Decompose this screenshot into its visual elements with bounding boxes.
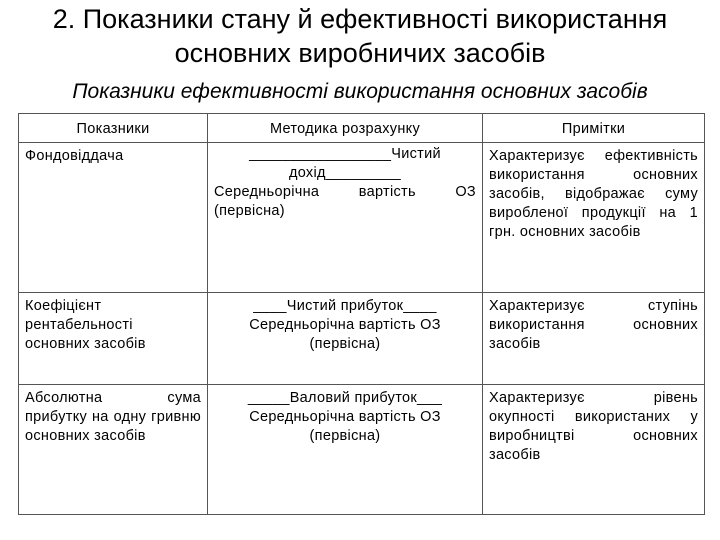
slide-title-line1: 2. Показники стану й ефективності використання bbox=[52, 4, 668, 34]
formula-cell bbox=[208, 385, 483, 515]
formula-denominator: Середньорічна вартість ОЗ (первісна) bbox=[249, 317, 441, 352]
indicator-cell: Фондовіддача bbox=[19, 143, 208, 293]
header-method: Методика розрахунку bbox=[208, 114, 483, 143]
slide-title-line2: основних виробничих засобів bbox=[174, 38, 546, 68]
note-cell: Характеризує рівень окупності використаних у виробництві основних засобів bbox=[483, 385, 705, 515]
formula-denominator: Середньорічна вартість ОЗ (первісна) bbox=[249, 409, 441, 444]
indicator-cell: Коефіцієнт рентабельності основних засобів bbox=[19, 293, 208, 385]
indicator-cell: Абсолютна сума прибутку на одну гривню основних засобів bbox=[19, 385, 208, 515]
formula-numerator: _________________Чистий дохід_________ bbox=[249, 146, 441, 181]
slide-title bbox=[0, 2, 720, 70]
header-indicators: Показники bbox=[19, 114, 208, 143]
table-row bbox=[19, 293, 705, 385]
formula-numerator: _____Валовий прибуток___ bbox=[247, 390, 443, 406]
table-header-row bbox=[19, 114, 705, 143]
header-notes: Примітки bbox=[483, 114, 705, 143]
formula-numerator: ____Чистий прибуток____ bbox=[253, 298, 437, 314]
note-cell: Характеризує ефективність використання основних засобів, відображає суму виробленої продукції на 1 грн. основних засобів bbox=[483, 143, 705, 293]
formula-denominator: Середньорічна вартість ОЗ (первісна) bbox=[214, 184, 476, 219]
formula-cell bbox=[208, 143, 483, 293]
note-cell: Характеризує ступінь використання основних засобів bbox=[483, 293, 705, 385]
formula-cell bbox=[208, 293, 483, 385]
table-row bbox=[19, 143, 705, 293]
table-row bbox=[19, 385, 705, 515]
table-caption: Показники ефективності використання основних засобів bbox=[72, 80, 648, 103]
indicators-table bbox=[18, 113, 705, 515]
